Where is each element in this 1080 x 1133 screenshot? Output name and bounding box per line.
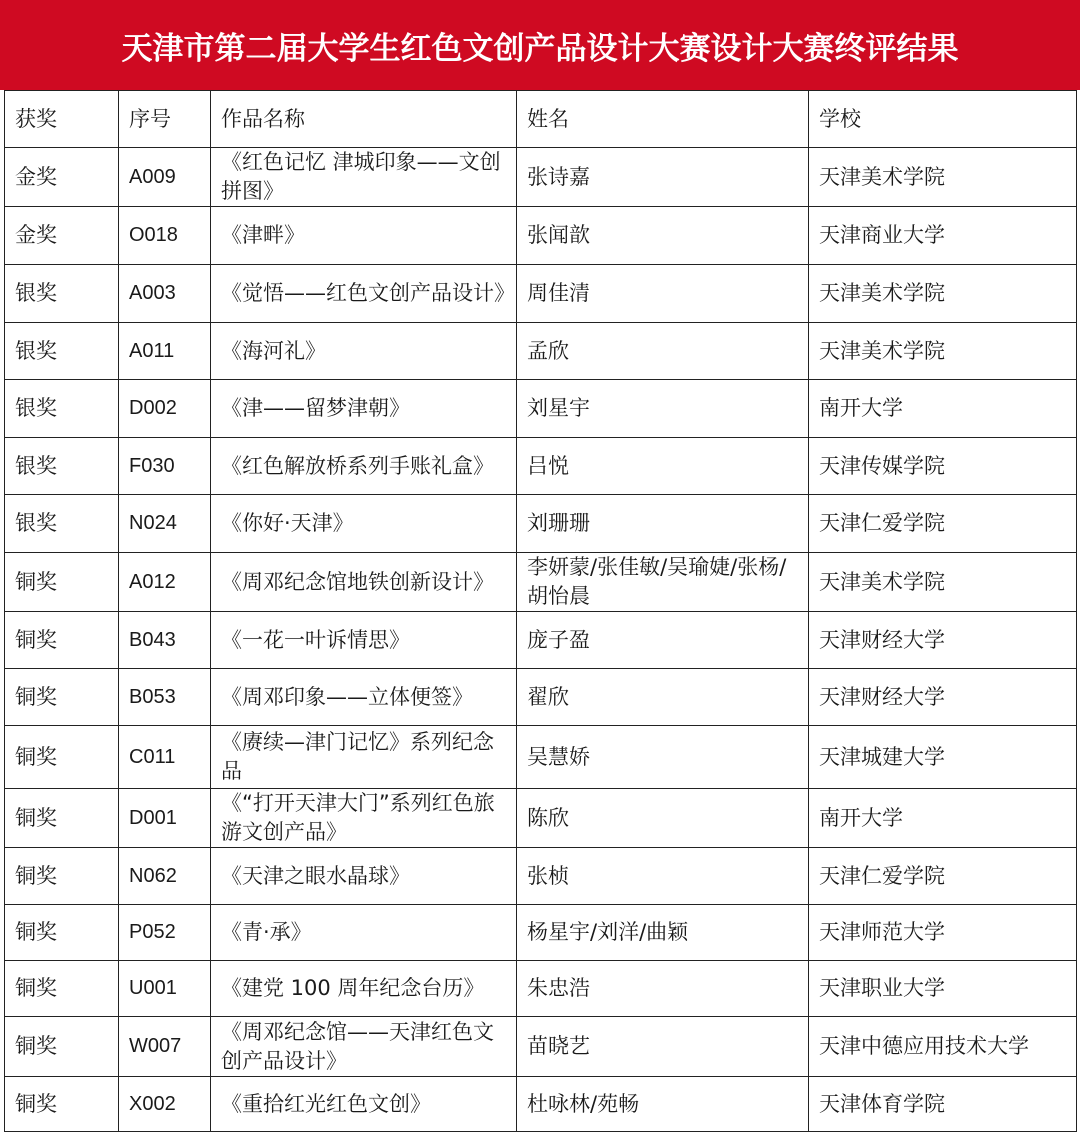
cell-name: 杜咏林/苑畅 [517,1077,809,1132]
cell-number: D001 [119,789,211,848]
cell-school: 天津师范大学 [809,905,1077,961]
column-header-number: 序号 [119,91,211,148]
table-row [5,495,1077,553]
cell-work-title: 《海河礼》 [211,323,517,380]
table-row [5,905,1077,961]
cell-award: 铜奖 [5,726,119,789]
table-row [5,726,1077,789]
cell-school: 天津美术学院 [809,323,1077,380]
cell-school: 天津美术学院 [809,553,1077,612]
cell-award: 金奖 [5,207,119,265]
column-header-award: 获奖 [5,91,119,148]
cell-award: 金奖 [5,148,119,207]
cell-number: A003 [119,265,211,323]
table-row [5,207,1077,265]
table-header-row [5,91,1077,148]
cell-number: X002 [119,1077,211,1132]
cell-work-title: 《津——留梦津朝》 [211,380,517,438]
cell-award: 铜奖 [5,789,119,848]
cell-award: 银奖 [5,380,119,438]
cell-award: 铜奖 [5,669,119,726]
cell-work-title: 《“打开天津大门”系列红色旅游文创产品》 [211,789,517,848]
cell-work-title: 《周邓纪念馆地铁创新设计》 [211,553,517,612]
column-header-name: 姓名 [517,91,809,148]
cell-name: 张桢 [517,848,809,905]
table-row [5,669,1077,726]
cell-award: 铜奖 [5,612,119,669]
cell-name: 陈欣 [517,789,809,848]
table-row [5,265,1077,323]
cell-school: 天津体育学院 [809,1077,1077,1132]
page-title: 天津市第二届大学生红色文创产品设计大赛设计大赛终评结果 [121,30,959,67]
cell-work-title: 《周邓纪念馆——天津红色文创产品设计》 [211,1017,517,1077]
cell-award: 银奖 [5,323,119,380]
cell-school: 南开大学 [809,789,1077,848]
cell-work-title: 《建党 100 周年纪念台历》 [211,961,517,1017]
cell-work-title: 《一花一叶诉情思》 [211,612,517,669]
cell-school: 天津商业大学 [809,207,1077,265]
cell-award: 铜奖 [5,1017,119,1077]
cell-award: 铜奖 [5,848,119,905]
cell-number: P052 [119,905,211,961]
cell-name: 庞子盈 [517,612,809,669]
table-row [5,438,1077,495]
cell-name: 孟欣 [517,323,809,380]
cell-number: A012 [119,553,211,612]
cell-work-title: 《你好·天津》 [211,495,517,553]
cell-award: 铜奖 [5,961,119,1017]
title-banner [0,0,1080,90]
cell-school: 天津财经大学 [809,669,1077,726]
cell-number: B043 [119,612,211,669]
cell-work-title: 《红色解放桥系列手账礼盒》 [211,438,517,495]
cell-name: 吴慧娇 [517,726,809,789]
cell-school: 天津城建大学 [809,726,1077,789]
cell-school: 天津仁爱学院 [809,495,1077,553]
results-table [4,90,1077,1132]
cell-name: 刘珊珊 [517,495,809,553]
cell-number: O018 [119,207,211,265]
table-row [5,1077,1077,1132]
cell-number: W007 [119,1017,211,1077]
cell-award: 银奖 [5,438,119,495]
cell-work-title: 《重拾红光红色文创》 [211,1077,517,1132]
cell-name: 刘星宇 [517,380,809,438]
cell-award: 铜奖 [5,553,119,612]
cell-name: 朱忠浩 [517,961,809,1017]
table-row [5,961,1077,1017]
cell-name: 周佳清 [517,265,809,323]
column-header-work: 作品名称 [211,91,517,148]
cell-number: A011 [119,323,211,380]
cell-award: 银奖 [5,265,119,323]
table-row [5,848,1077,905]
cell-number: D002 [119,380,211,438]
cell-number: C011 [119,726,211,789]
cell-school: 天津仁爱学院 [809,848,1077,905]
cell-name: 翟欣 [517,669,809,726]
table-row [5,553,1077,612]
cell-work-title: 《津畔》 [211,207,517,265]
column-header-school: 学校 [809,91,1077,148]
table-row [5,323,1077,380]
cell-number: N024 [119,495,211,553]
cell-work-title: 《赓续—津门记忆》系列纪念品 [211,726,517,789]
cell-work-title: 《青·承》 [211,905,517,961]
cell-number: F030 [119,438,211,495]
cell-award: 铜奖 [5,905,119,961]
cell-award: 铜奖 [5,1077,119,1132]
table-row [5,612,1077,669]
cell-number: A009 [119,148,211,207]
cell-school: 南开大学 [809,380,1077,438]
table-row [5,148,1077,207]
cell-name: 张闻歆 [517,207,809,265]
cell-award: 银奖 [5,495,119,553]
cell-school: 天津美术学院 [809,148,1077,207]
cell-name: 苗晓艺 [517,1017,809,1077]
cell-number: N062 [119,848,211,905]
table-row [5,1017,1077,1077]
table-row [5,380,1077,438]
cell-number: U001 [119,961,211,1017]
cell-school: 天津财经大学 [809,612,1077,669]
cell-school: 天津中德应用技术大学 [809,1017,1077,1077]
cell-name: 李妍蒙/张佳敏/吴瑜婕/张杨/胡怡晨 [517,553,809,612]
cell-school: 天津传媒学院 [809,438,1077,495]
cell-school: 天津职业大学 [809,961,1077,1017]
cell-work-title: 《红色记忆 津城印象——文创拼图》 [211,148,517,207]
cell-work-title: 《周邓印象——立体便签》 [211,669,517,726]
cell-work-title: 《天津之眼水晶球》 [211,848,517,905]
table-row [5,789,1077,848]
results-table-body [5,91,1077,1132]
cell-number: B053 [119,669,211,726]
cell-name: 吕悦 [517,438,809,495]
cell-work-title: 《觉悟——红色文创产品设计》 [211,265,517,323]
cell-name: 张诗嘉 [517,148,809,207]
cell-name: 杨星宇/刘洋/曲颖 [517,905,809,961]
cell-school: 天津美术学院 [809,265,1077,323]
